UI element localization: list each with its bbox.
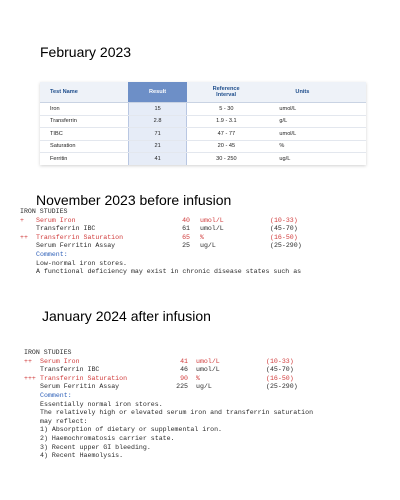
cell-test-name: Ferritin <box>50 155 68 162</box>
flag: ++ <box>24 357 32 365</box>
test-value: 25 <box>182 242 190 250</box>
test-unit: umol/L <box>200 225 224 233</box>
comment-text: 4) Recent Haemolysis. <box>40 452 124 460</box>
table-header-row <box>40 82 366 103</box>
comment-text: may reflect: <box>40 417 88 425</box>
test-value: 65 <box>182 233 190 241</box>
test-unit: % <box>196 374 200 382</box>
test-name: Serum Ferritin Assay <box>40 383 120 391</box>
test-name: Serum Iron <box>40 357 80 365</box>
table-row <box>40 128 366 141</box>
test-name: Serum Iron <box>36 216 76 224</box>
comment-text: The relatively high or elevated serum iron and transferrin saturation <box>40 409 314 417</box>
comment-text: 3) Recent upper GI bleeding. <box>40 443 151 451</box>
test-value: 225 <box>176 383 188 391</box>
test-name: Transferrin IBC <box>40 366 100 374</box>
test-name: Transferrin Saturation <box>36 233 124 241</box>
flag: +++ <box>24 374 36 382</box>
cell-reference: 30 - 250 <box>216 155 237 162</box>
comment-text: A functional deficiency may exist in chronic disease states such as <box>36 268 302 276</box>
test-name: Serum Ferritin Assay <box>36 242 116 250</box>
cell-units: % <box>265 140 366 153</box>
report-title: IRON STUDIES <box>24 349 72 356</box>
col-units: Units <box>265 82 366 103</box>
cell-result: 2.8 <box>128 115 187 128</box>
test-unit: % <box>200 233 204 241</box>
cell-test-name: Transferrin <box>40 115 128 128</box>
feb-heading: February 2023 <box>40 44 132 60</box>
cell-result: 21 <box>128 140 187 153</box>
col-result: Result <box>128 82 187 103</box>
report-title: IRON STUDIES <box>20 208 68 215</box>
test-value: 41 <box>180 357 188 365</box>
test-unit: umol/L <box>196 366 220 374</box>
comment-label: Comment: <box>40 391 72 399</box>
feb-results-table <box>40 82 366 165</box>
test-unit: ug/L <box>196 383 212 391</box>
test-range: (25-290) <box>266 383 298 391</box>
test-value: 46 <box>180 366 188 374</box>
test-value: 40 <box>182 216 190 224</box>
cell-result: 41 <box>128 153 187 165</box>
test-range: (10-33) <box>270 216 298 224</box>
table-row <box>40 153 366 165</box>
cell-reference: 1.9 - 3.1 <box>187 115 266 128</box>
test-range: (16-50) <box>266 374 294 382</box>
test-range: (10-33) <box>266 357 294 365</box>
flag: ++ <box>20 233 28 241</box>
comment-text: Low-normal iron stores. <box>36 259 128 267</box>
cell-test-name: TIBC <box>40 128 128 141</box>
cell-reference: 5 - 30 <box>187 103 266 116</box>
cell-test-name: Iron <box>40 103 128 116</box>
cell-result: 71 <box>128 128 187 141</box>
jan-heading: January 2024 after infusion <box>42 308 211 324</box>
col-test-name: Test Name <box>40 82 128 103</box>
test-value: 61 <box>182 225 190 233</box>
cell-result: 15 <box>128 103 187 116</box>
test-range: (25-290) <box>270 242 302 250</box>
table-row <box>40 103 366 116</box>
test-value: 90 <box>180 374 188 382</box>
test-unit: umol/L <box>196 357 220 365</box>
test-range: (45-70) <box>270 225 298 233</box>
comment-text: Essentially normal iron stores. <box>40 400 163 408</box>
comment-label: Comment: <box>36 250 68 258</box>
test-name: Transferrin IBC <box>36 225 96 233</box>
test-range: (45-70) <box>266 366 294 374</box>
cell-units: umol/L <box>265 128 366 141</box>
cell-units: g/L <box>265 115 366 128</box>
comment-text: 1) Absorption of dietary or supplemental iron. <box>40 426 223 434</box>
nov-heading: November 2023 before infusion <box>36 192 232 208</box>
cell-reference: 20 - 45 <box>187 140 266 153</box>
test-unit: umol/L <box>200 216 224 224</box>
col-reference-interval: Reference Interval <box>187 82 266 103</box>
test-unit: ug/L <box>200 242 216 250</box>
cell-units: ug/L <box>279 155 291 162</box>
cell-reference: 47 - 77 <box>187 128 266 141</box>
test-range: (16-50) <box>270 233 298 241</box>
test-name: Transferrin Saturation <box>40 374 128 382</box>
table-row <box>40 140 366 153</box>
cell-units: umol/L <box>265 103 366 116</box>
cell-test-name: Saturation <box>40 140 128 153</box>
comment-text: 2) Haemochromatosis carrier state. <box>40 434 175 442</box>
flag: + <box>20 216 24 224</box>
table-row <box>40 115 366 128</box>
